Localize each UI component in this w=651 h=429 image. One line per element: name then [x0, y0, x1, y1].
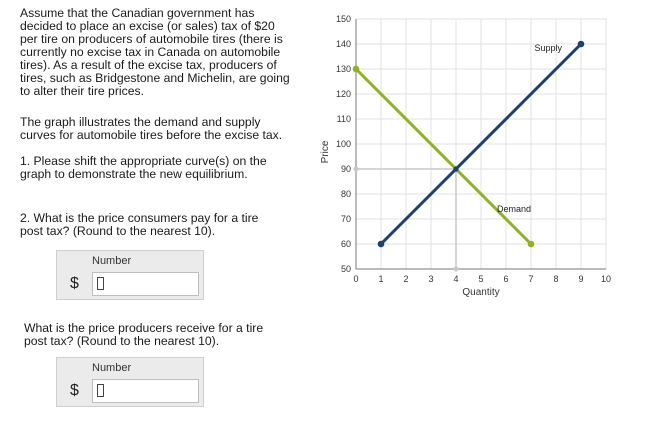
text-line: 1. Please shift the appropriate curve(s) on the: [20, 154, 267, 168]
x-tick-label: 10: [600, 274, 612, 284]
number-label: Number: [92, 255, 132, 267]
y-axis-title: Price: [320, 140, 331, 164]
text-line: 2. What is the price consumers pay for a tire: [20, 211, 259, 225]
text-line: post tax? (Round to the nearest 10).: [24, 334, 220, 348]
number-label: Number: [92, 362, 132, 374]
text-line: Assume that the Canadian government has: [20, 6, 255, 20]
x-tick-label: 6: [503, 274, 509, 284]
equilibrium-point: [453, 166, 458, 171]
question-1: [20, 155, 267, 181]
y-tick-label: 150: [335, 14, 351, 24]
producer-price-input[interactable]: [92, 379, 199, 403]
equilibrium-price-handle: [354, 167, 359, 172]
question-2: [20, 212, 258, 238]
x-tick-label: 8: [553, 274, 559, 284]
text-line: curves for automobile tires before the excise tax.: [20, 128, 283, 142]
consumer-price-input[interactable]: [92, 272, 199, 296]
text-line: decided to place an excise (or sales) tax of $20: [20, 19, 275, 33]
x-tick-label: 3: [428, 274, 434, 284]
demand-endpoint[interactable]: [528, 241, 535, 248]
text-line: currently no excise tax in Canada on automobile: [20, 45, 281, 59]
currency-symbol: $: [70, 275, 79, 292]
y-tick-label: 130: [335, 64, 351, 74]
y-tick-label: 60: [340, 239, 351, 249]
text-cursor-icon: [97, 384, 104, 397]
text-line: graph to demonstrate the new equilibrium.: [20, 167, 248, 181]
x-tick-label: 5: [478, 274, 484, 284]
text-line: post tax? (Round to the nearest 10).: [20, 224, 216, 238]
x-tick-label: 0: [353, 274, 359, 284]
x-tick-label: 9: [578, 274, 584, 284]
text-line: The graph illustrates the demand and supply: [20, 115, 261, 129]
answer-box-producer-price: [56, 357, 204, 407]
supply-demand-chart[interactable]: [315, 8, 627, 304]
y-tick-label: 110: [336, 114, 351, 124]
currency-symbol: $: [70, 382, 79, 399]
x-tick-label: 4: [453, 274, 459, 284]
y-tick-label: 50: [340, 264, 351, 274]
supply-label: Supply: [534, 43, 562, 53]
text-line: tires). As a result of the excise tax, producers of: [20, 58, 277, 72]
x-axis-title: Quantity: [462, 287, 500, 298]
text-line: to alter their tire prices.: [20, 84, 144, 98]
intro-paragraph: [20, 7, 290, 98]
question-3: [24, 322, 263, 348]
y-tick-label: 120: [335, 89, 351, 99]
y-tick-label: 80: [340, 189, 351, 199]
equilibrium-quantity-handle: [454, 267, 459, 272]
x-tick-label: 2: [403, 274, 409, 284]
y-tick-label: 100: [335, 139, 351, 149]
text-line: What is the price producers receive for a tire: [24, 321, 264, 335]
x-tick-label: 1: [378, 274, 384, 284]
answer-box-consumer-price: [56, 250, 204, 300]
demand-label: Demand: [496, 204, 531, 214]
supply-endpoint[interactable]: [378, 241, 385, 248]
text-cursor-icon: [97, 277, 104, 290]
text-line: per tire on producers of automobile tires (there is: [20, 32, 283, 46]
supply-endpoint[interactable]: [578, 41, 585, 48]
graph-description: [20, 116, 282, 142]
text-line: tires, such as Bridgestone and Michelin, are going: [20, 71, 290, 85]
y-tick-label: 140: [335, 39, 351, 49]
y-tick-label: 90: [340, 164, 351, 174]
demand-endpoint[interactable]: [353, 66, 360, 73]
y-tick-label: 70: [340, 214, 351, 224]
x-tick-label: 7: [528, 274, 534, 284]
